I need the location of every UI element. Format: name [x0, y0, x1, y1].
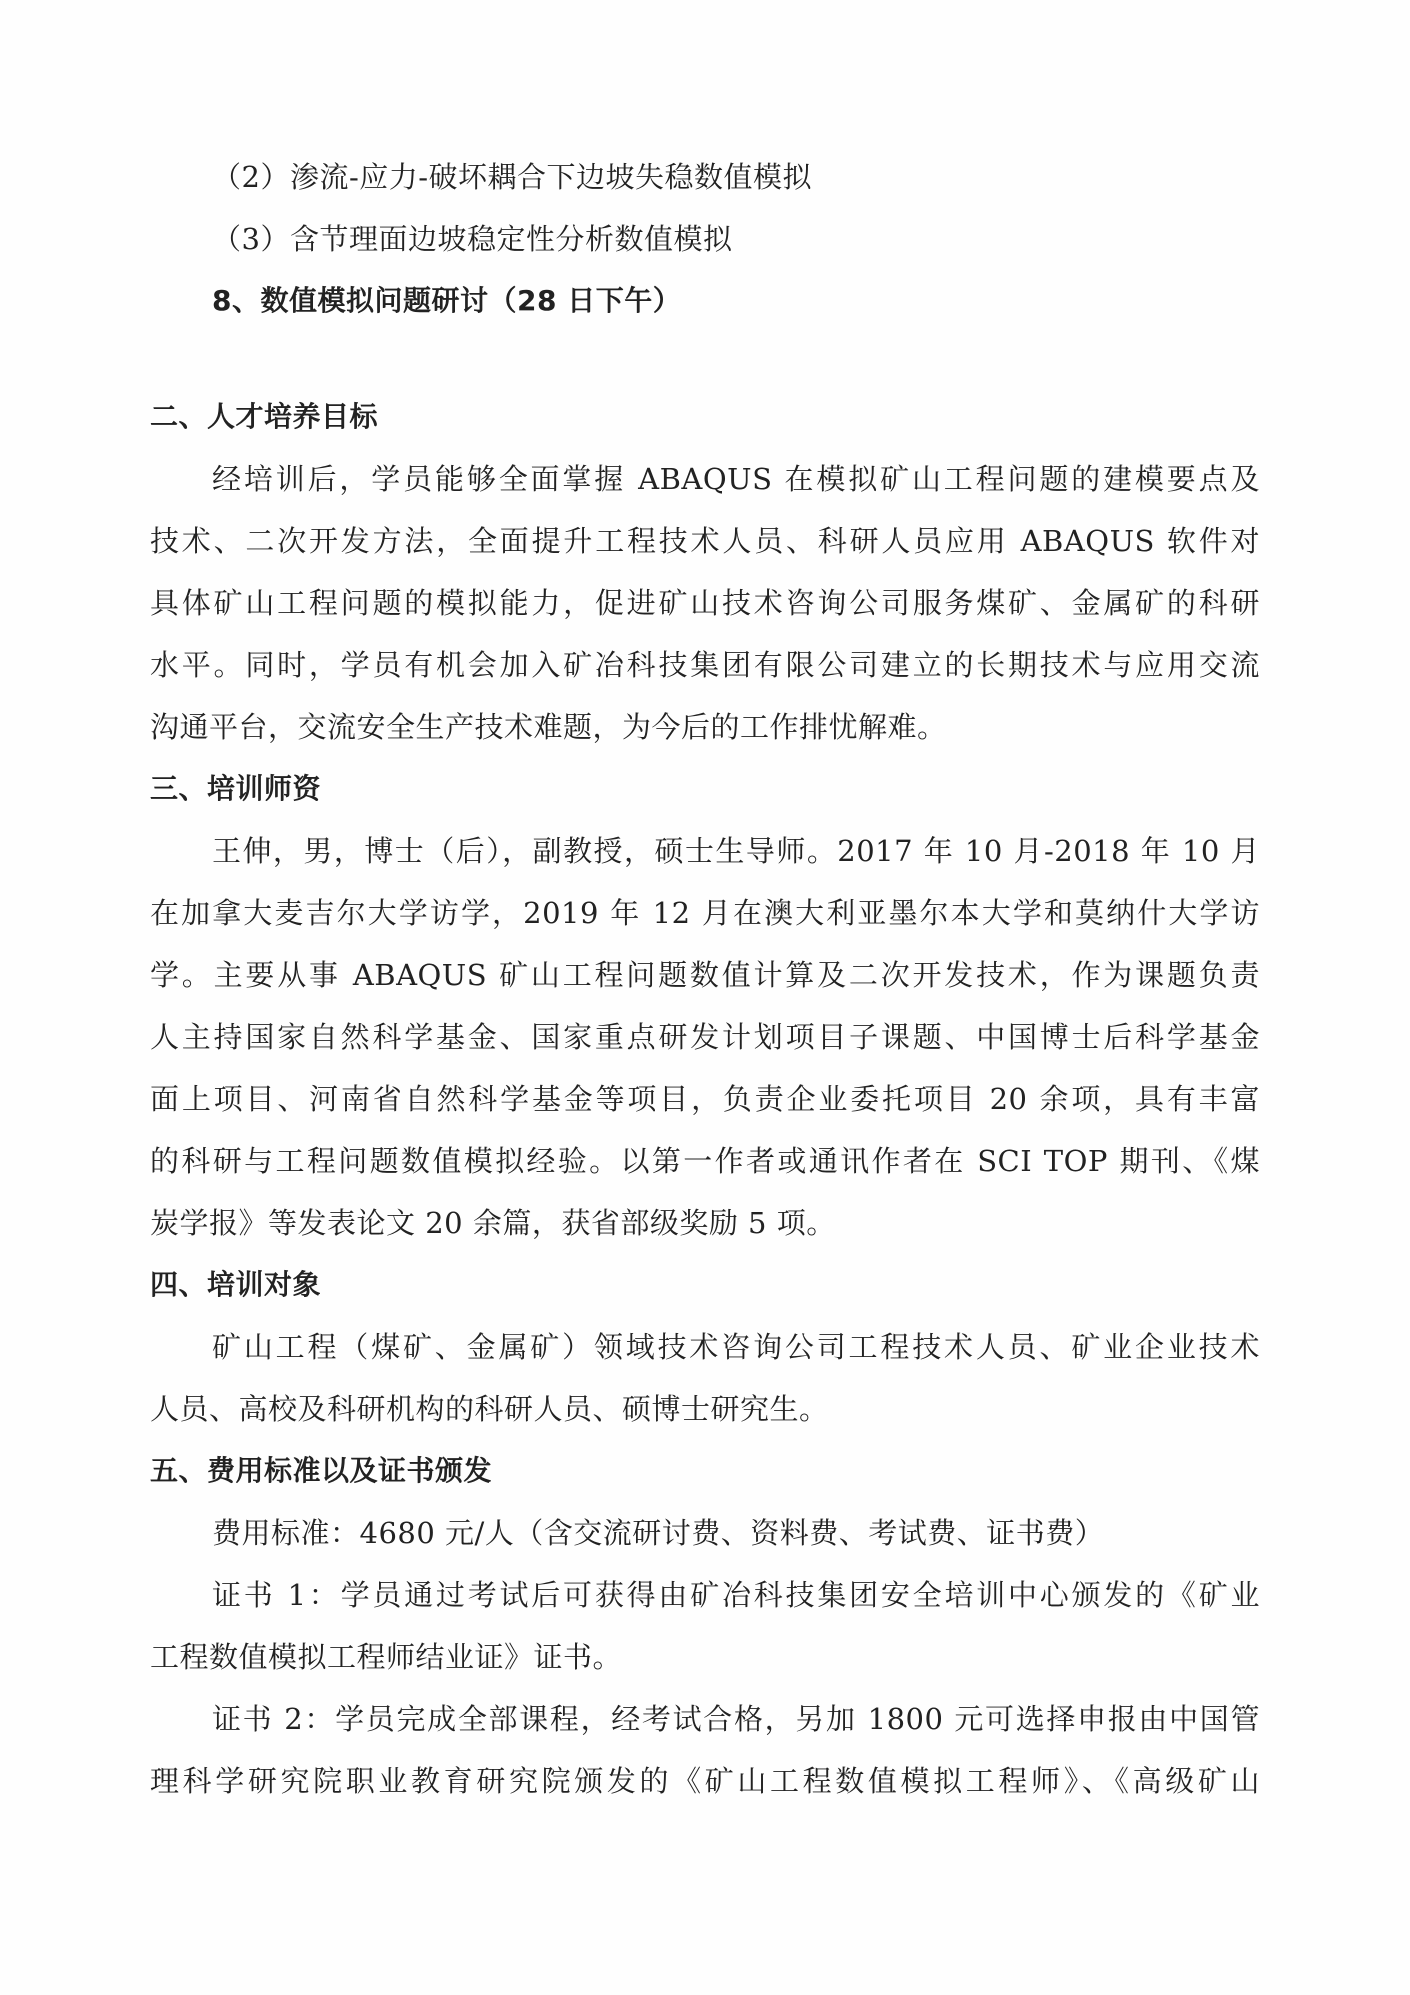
certificate-2-line: 理科学研究院职业教育研究院颁发的《矿山工程数值模拟工程师》、《高级矿山 [150, 1764, 1260, 1798]
paragraph-line: 在加拿大麦吉尔大学访学，2019 年 12 月在澳大利亚墨尔本大学和莫纳什大学访 [150, 896, 1260, 930]
section-heading-fees-certificates: 五、费用标准以及证书颁发 [150, 1454, 493, 1487]
paragraph-line: 经培训后，学员能够全面掌握 ABAQUS 在模拟矿山工程问题的建模要点及 [212, 462, 1260, 496]
paragraph-line: 水平。同时，学员有机会加入矿冶科技集团有限公司建立的长期技术与应用交流 [150, 648, 1260, 682]
section-heading-instructors: 三、培训师资 [150, 772, 322, 805]
paragraph-line: 人员、高校及科研机构的科研人员、硕博士研究生。 [150, 1392, 829, 1426]
certificate-2-line: 证书 2：学员完成全部课程，经考试合格，另加 1800 元可选择申报由中国管 [212, 1702, 1260, 1736]
list-item-2: （2）渗流-应力-破坏耦合下边坡失稳数值模拟 [212, 160, 813, 194]
document-body [150, 146, 1260, 1812]
certificate-1-line: 证书 1：学员通过考试后可获得由矿冶科技集团安全培训中心颁发的《矿业 [212, 1578, 1260, 1612]
paragraph-line: 技术、二次开发方法，全面提升工程技术人员、科研人员应用 ABAQUS 软件对 [150, 524, 1260, 558]
paragraph-line: 沟通平台，交流安全生产技术难题，为今后的工作排忧解难。 [150, 710, 947, 744]
certificate-1-line: 工程数值模拟工程师结业证》证书。 [150, 1640, 623, 1674]
spacer [150, 332, 1260, 386]
fee-standard: 费用标准：4680 元/人（含交流研讨费、资料费、考试费、证书费） [212, 1516, 1105, 1550]
paragraph-line: 人主持国家自然科学基金、国家重点研发计划项目子课题、中国博士后科学基金 [150, 1020, 1260, 1054]
paragraph-line: 具体矿山工程问题的模拟能力，促进矿山技术咨询公司服务煤矿、金属矿的科研 [150, 586, 1260, 620]
paragraph-line: 的科研与工程问题数值模拟经验。以第一作者或通讯作者在 SCI TOP 期刊、《煤 [150, 1144, 1260, 1178]
list-item-8: 8、数值模拟问题研讨（28 日下午） [212, 284, 682, 317]
list-item-3: （3）含节理面边坡稳定性分析数值模拟 [212, 222, 733, 256]
paragraph-line: 矿山工程（煤矿、金属矿）领域技术咨询公司工程技术人员、矿业企业技术 [212, 1330, 1260, 1364]
section-heading-audience: 四、培训对象 [150, 1268, 322, 1301]
paragraph-line: 炭学报》等发表论文 20 余篇，获省部级奖励 5 项。 [150, 1206, 836, 1240]
section-heading-talent-goal: 二、人才培养目标 [150, 400, 379, 433]
paragraph-line: 王伸，男，博士（后），副教授，硕士生导师。2017 年 10 月-2018 年 10 月 [212, 834, 1260, 868]
paragraph-line: 学。主要从事 ABAQUS 矿山工程问题数值计算及二次开发技术，作为课题负责 [150, 958, 1260, 992]
paragraph-line: 面上项目、河南省自然科学基金等项目，负责企业委托项目 20 余项，具有丰富 [150, 1082, 1260, 1116]
